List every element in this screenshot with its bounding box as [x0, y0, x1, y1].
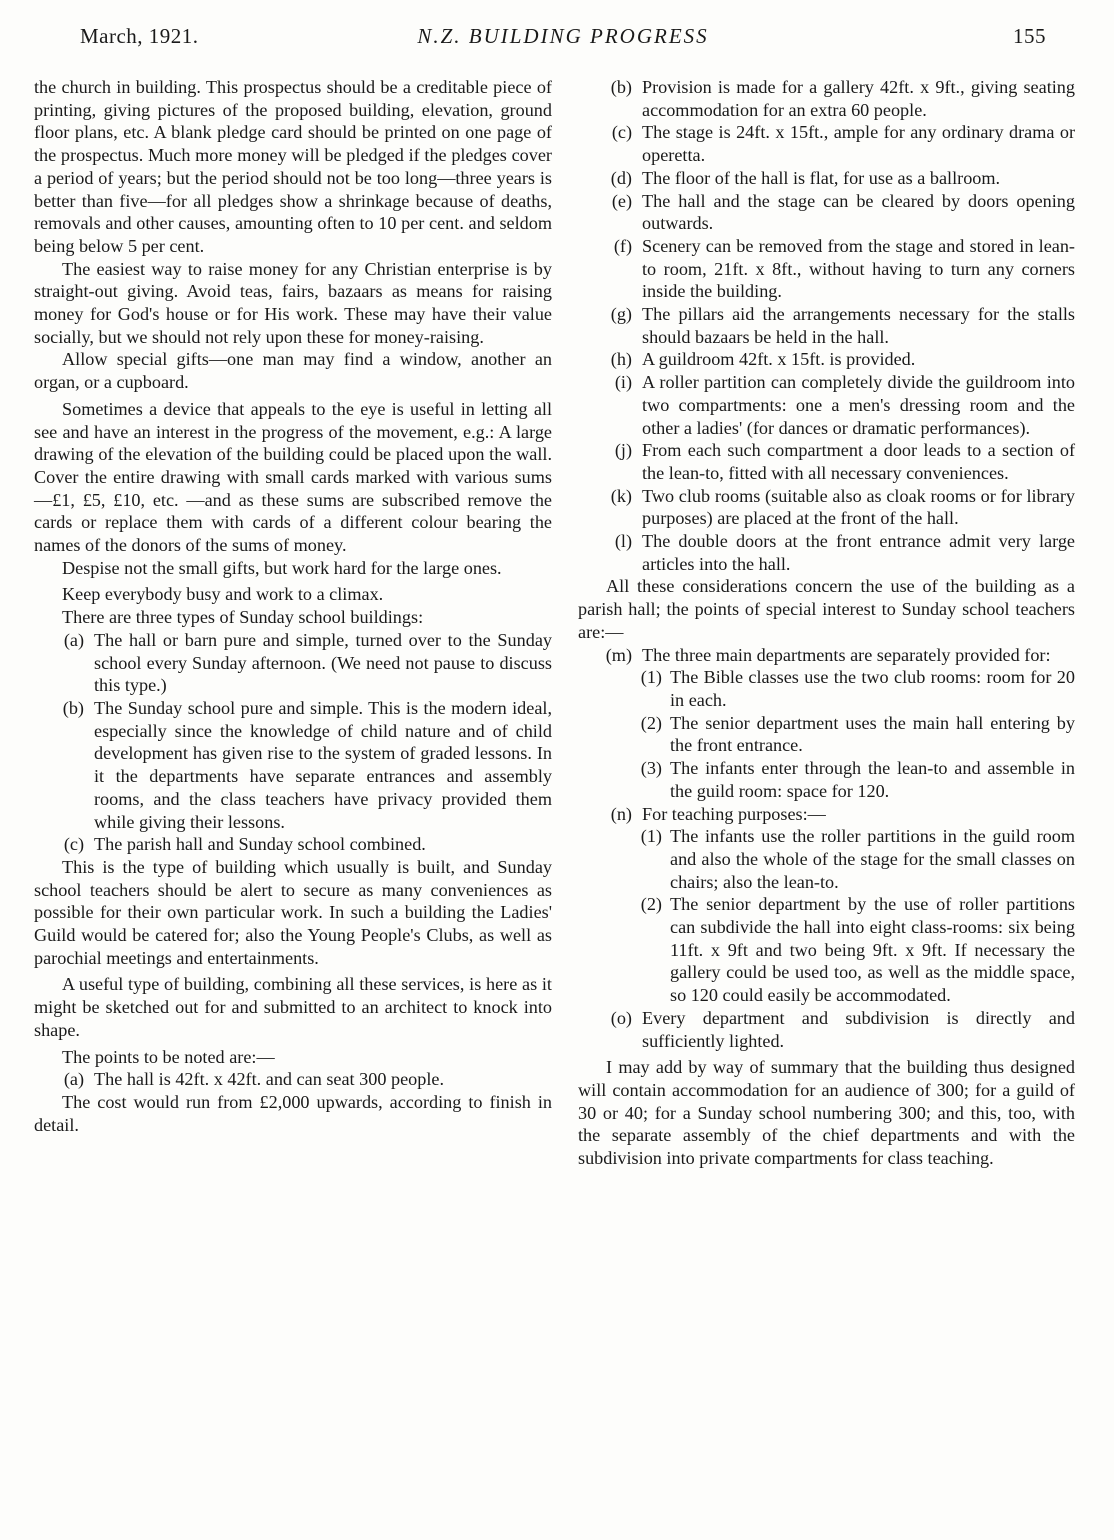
list-marker: (a): [63, 629, 84, 650]
list-item-point-n: [578, 803, 1075, 826]
sub-item-m-1: [578, 666, 1075, 711]
list-marker: (3): [640, 758, 662, 779]
left-column: [34, 76, 552, 1136]
paragraph-summary: I may add by way of summary that the building thus designed will contain accommodation for an audience of 300; for a guild of 30 or 40; for a Sunday school numbering 300; and this, too, with the separate assembly of the chief departments and with the subdivision into private compartments for class teaching.: [578, 1057, 1075, 1169]
list-item-text: A guildroom 42ft. x 15ft. is provided.: [642, 349, 916, 370]
list-item-point-f: [578, 235, 1075, 303]
list-item-type-b: [34, 697, 552, 833]
list-item-point-i: [578, 371, 1075, 439]
paragraph-three-types: There are three types of Sunday school buildings:: [62, 607, 424, 628]
list-marker: (2): [640, 894, 662, 915]
paragraph-device: Sometimes a device that appeals to the eye is useful in letting all see and have an interest in the progress of the movement, e.g.: A large drawing of the elevation of the building could be placed upon the wall. Cover the entire drawing with small cards marked with various sums—£1, £5, £10, etc. —and as these sums are subscribed remove the cards or replace them with cards of a different colour bearing the names of the donors of the sums of money.: [34, 398, 552, 556]
list-item-point-e: [578, 190, 1075, 235]
list-marker: (1): [640, 826, 662, 847]
sub-item-m-3: [578, 757, 1075, 802]
list-marker: (c): [63, 834, 84, 855]
publication-title: N.Z. BUILDING PROGRESS: [417, 24, 709, 48]
paragraph-special-gifts: Allow special gifts—one man may find a window, another an organ, or a cupboard.: [34, 349, 552, 393]
list-item-text: The parish hall and Sunday school combined.: [94, 834, 426, 855]
list-item-type-a: [34, 629, 552, 697]
list-item-point-j: [578, 439, 1075, 484]
sub-item-m-2: [578, 712, 1075, 757]
paragraph-giving: The easiest way to raise money for any Christian enterprise is by straight-out giving. Avoid teas, fairs, bazaars as means for raising money for God's house or for His work. These may have their value socially, but we should not rely upon these for money-raising.: [34, 258, 552, 347]
list-item-type-c: [34, 833, 552, 856]
list-item-point-a: [34, 1068, 552, 1091]
list-item-text: The Bible classes use the two club rooms: room for 20 in each.: [670, 667, 1075, 710]
list-marker: (m): [605, 644, 632, 665]
list-item-text: The hall is 42ft. x 42ft. and can seat 300 people.: [94, 1069, 445, 1090]
paragraph-prospectus: the church in building. This prospectus should be a creditable piece of printing, giving pictures of the proposed building, elevation, ground floor plans, etc. A blank pledge card should be printed on one page of the prospectus. Much more money will be pledged if the pledges cover a period of years; but the period should not be too long—three years is better than five—for all pledges show a shrinkage because of deaths, removals and other causes, amounting often to 10 per cent. and seldom being below 5 per cent.: [34, 77, 552, 256]
list-item-text: The three main departments are separately provided for:: [642, 644, 1051, 665]
list-item-text: Two club rooms (suitable also as cloak rooms or for library purposes) are placed at the front of the hall.: [642, 485, 1075, 529]
right-column: [578, 76, 1075, 1170]
list-marker: (l): [614, 531, 632, 552]
list-item-text: Every department and subdivision is directly and sufficiently lighted.: [642, 1007, 1075, 1051]
running-head: [80, 24, 1046, 54]
list-marker: (c): [611, 122, 632, 143]
list-item-text: Scenery can be removed from the stage and stored in lean-to room, 21ft. x 8ft., without having to turn any corners inside the building.: [642, 235, 1075, 302]
list-item-point-m: [578, 644, 1075, 667]
list-item-text: The floor of the hall is flat, for use as a ballroom.: [642, 167, 1001, 188]
list-item-text: The senior department by the use of roller partitions can subdivide the hall into eight class-rooms: six being 11ft. x 9ft and two being 9ft. x 9ft. If necessary the gallery could be used too, as well as the middle space, so 120 could easily be accommodated.: [670, 894, 1075, 1006]
list-marker: (b): [610, 77, 632, 97]
list-marker: (d): [610, 167, 632, 188]
list-marker: (h): [610, 349, 632, 370]
list-marker: (o): [610, 1007, 632, 1028]
list-item-point-l: [578, 530, 1075, 575]
paragraph-useful-type: A useful type of building, combining all these services, is here as it might be sketched out for and submitted to an architect to knock into shape.: [34, 974, 552, 1040]
list-item-text: The senior department uses the main hall entering by the front entrance.: [670, 712, 1075, 756]
paragraph-points-noted: The points to be noted are:—: [62, 1046, 275, 1067]
list-item-text: For teaching purposes:—: [642, 803, 826, 824]
list-item-text: The stage is 24ft. x 15ft., ample for any ordinary drama or operetta.: [642, 122, 1075, 166]
list-item-point-g: [578, 303, 1075, 348]
list-item-text: The infants use the roller partitions in the guild room and also the whole of the stage for the small classes on chairs; also the lean-to.: [670, 826, 1075, 892]
list-item-text: From each such compartment a door leads to a section of the lean-to, fitted with all necessary conveniences.: [642, 440, 1075, 483]
list-marker: (g): [610, 304, 632, 325]
list-item-text: The Sunday school pure and simple. This is the modern ideal, especially since the knowledge of child nature and of child development has given rise to the system of graded lessons. In it the departments have separate entrances and assembly rooms, and the class teachers have privacy provided them while giving their lessons.: [94, 697, 552, 832]
list-item-text: A roller partition can completely divide the guildroom into two compartments: one a men's dressing room and the other a ladies' (for dances or dramatic performances).: [642, 372, 1075, 438]
list-marker: (n): [610, 803, 632, 824]
list-item-point-b: [578, 76, 1075, 121]
paragraph-cost: The cost would run from £2,000 upwards, according to finish in detail.: [34, 1091, 552, 1135]
list-item-point-h: [578, 348, 1075, 371]
list-marker: (b): [62, 697, 84, 718]
list-item-text: Provision is made for a gallery 42ft. x 9ft., giving seating accommodation for an extra 60 people.: [642, 77, 1075, 120]
list-marker: (a): [63, 1069, 84, 1090]
list-marker: (j): [614, 440, 632, 461]
list-item-point-c: [578, 121, 1075, 166]
list-item-text: The double doors at the front entrance admit very large articles into the hall.: [642, 531, 1075, 574]
paragraph-type-built: This is the type of building which usually is built, and Sunday school teachers should be alert to secure as many conveniences as possible for their own particular work. In such a building the Ladies' Guild would be catered for; also the Young People's Clubs, as well as parochial meetings and entertainments.: [34, 856, 552, 968]
issue-date: March, 1921.: [80, 24, 199, 48]
paragraph-considerations: All these considerations concern the use of the building as a parish hall; the points of special interest to Sunday school teachers are:—: [578, 576, 1075, 642]
paragraph-small-gifts: Despise not the small gifts, but work hard for the large ones.: [62, 557, 502, 578]
list-item-text: The pillars aid the arrangements necessary for the stalls should bazaars be held in the hall.: [642, 304, 1075, 347]
list-marker: (2): [640, 712, 662, 733]
sub-item-n-2: [578, 893, 1075, 1007]
list-marker: (e): [611, 190, 632, 211]
list-marker: (k): [610, 485, 632, 506]
list-item-point-k: [578, 485, 1075, 530]
page-number: 155: [1013, 24, 1046, 48]
paragraph-busy: Keep everybody busy and work to a climax.: [62, 584, 384, 605]
list-item-point-d: [578, 167, 1075, 190]
list-item-text: The hall or barn pure and simple, turned over to the Sunday school every Sunday afternoon. (We need not pause to discuss this type.): [94, 629, 552, 696]
list-item-text: The infants enter through the lean-to and assemble in the guild room: space for 120.: [670, 758, 1075, 801]
sub-item-n-1: [578, 825, 1075, 893]
list-marker: (i): [614, 372, 632, 393]
list-marker: (1): [640, 667, 662, 688]
list-item-text: The hall and the stage can be cleared by doors opening outwards.: [642, 190, 1075, 234]
list-marker: (f): [613, 235, 632, 256]
list-item-point-o: [578, 1007, 1075, 1052]
